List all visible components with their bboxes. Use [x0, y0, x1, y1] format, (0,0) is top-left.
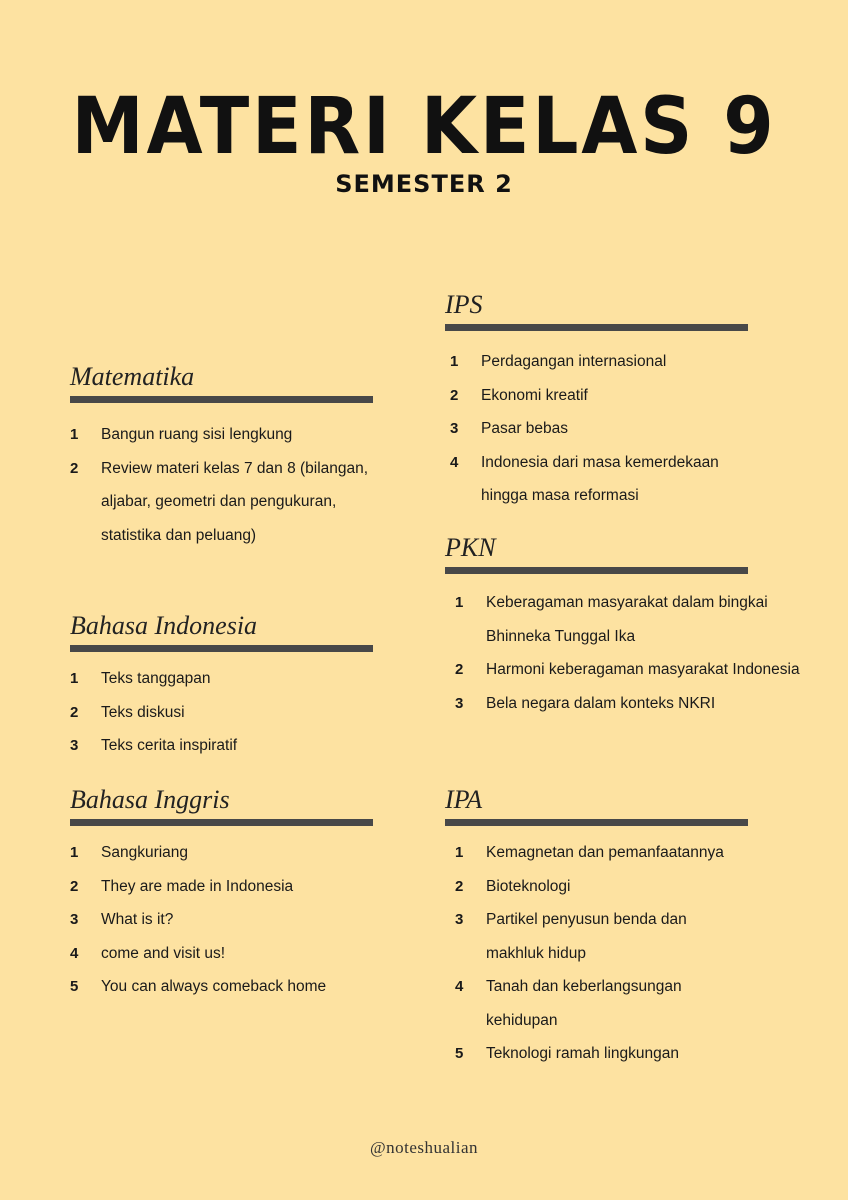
section-title-pkn: PKN: [445, 533, 496, 562]
item-text: Bela negara dalam konteks NKRI: [486, 694, 716, 712]
list-item: [70, 729, 373, 763]
section-divider: [445, 324, 748, 331]
page-title: MATERI KELAS 9: [71, 82, 777, 172]
item-text: Bioteknologi: [486, 877, 571, 895]
item-number: 3: [70, 737, 79, 754]
item-number: 1: [70, 670, 79, 687]
section-bahasa-inggris: [70, 785, 373, 1004]
section-title-bahasa-inggris: Bahasa Inggris: [70, 785, 230, 814]
list-item: [455, 1037, 746, 1071]
item-number: 3: [450, 420, 459, 437]
list-item: [70, 937, 373, 971]
item-number: 4: [450, 453, 459, 471]
section-ips: [445, 290, 748, 513]
list-ipa: [445, 836, 746, 1071]
item-text: Harmoni keberagaman masyarakat Indonesia: [486, 661, 800, 678]
item-number: 2: [70, 459, 79, 477]
section-divider: [70, 396, 373, 403]
item-number: 1: [70, 426, 79, 443]
item-number: 1: [450, 353, 459, 370]
list-item: [70, 662, 373, 696]
item-text: Teks tanggapan: [101, 670, 211, 687]
item-text: They are made in Indonesia: [101, 877, 294, 895]
section-matematika: [70, 362, 373, 552]
list-item: [70, 903, 373, 937]
list-item: [450, 446, 761, 513]
list-item: [455, 586, 816, 653]
footer-handle: @noteshualian: [369, 1138, 479, 1157]
item-text: Teks diskusi: [101, 703, 185, 721]
list-item: [455, 687, 816, 721]
item-text: Teks cerita inspiratif: [101, 737, 238, 754]
item-text: Indonesia dari masa kemerdekaan hingga masa reformasi: [481, 453, 719, 504]
item-number: 3: [455, 911, 464, 928]
item-number: 2: [450, 386, 459, 404]
item-number: 1: [70, 844, 79, 861]
list-item: [450, 379, 761, 413]
item-number: 2: [70, 877, 79, 895]
item-number: 1: [455, 844, 464, 861]
item-number: 3: [70, 911, 79, 928]
list-item: [70, 870, 373, 904]
item-number: 2: [455, 877, 464, 895]
list-item: [70, 418, 373, 452]
list-item: [450, 345, 761, 379]
item-number: 2: [455, 661, 464, 678]
item-number: 1: [455, 594, 464, 611]
section-divider: [445, 567, 748, 574]
item-text: Ekonomi kreatif: [481, 386, 588, 404]
list-ips: [445, 345, 761, 513]
section-title-ips: IPS: [445, 290, 483, 319]
item-text: You can always comeback home: [101, 978, 327, 995]
list-item: [455, 653, 816, 687]
list-bahasa-inggris: [70, 836, 373, 1004]
list-matematika: [70, 418, 373, 552]
item-text: Kemagnetan dan pemanfaatannya: [486, 844, 724, 861]
list-pkn: [445, 586, 816, 720]
item-text: Teknologi ramah lingkungan: [486, 1045, 680, 1062]
list-item: [70, 970, 373, 1004]
list-item: [70, 452, 373, 553]
list-bahasa-indonesia: [70, 662, 373, 763]
item-text: Review materi kelas 7 dan 8 (bilangan, aljabar, geometri dan pengukuran, statistika dan peluang): [101, 459, 369, 544]
section-divider: [445, 819, 748, 826]
list-item: [455, 970, 746, 1037]
item-text: Keberagaman masyarakat dalam bingkai Bhinneka Tunggal Ika: [486, 594, 768, 645]
item-text: Perdagangan internasional: [481, 353, 667, 370]
item-number: 5: [70, 978, 79, 995]
section-ipa: [445, 785, 748, 1071]
item-text: What is it?: [101, 911, 174, 928]
item-text: Tanah dan keberlangsungan kehidupan: [486, 978, 682, 1029]
item-text: Partikel penyusun benda dan makhluk hidup: [486, 911, 687, 962]
item-number: 4: [70, 944, 79, 962]
list-item: [70, 836, 373, 870]
section-title-ipa: IPA: [445, 785, 483, 814]
section-divider: [70, 819, 373, 826]
list-item: [450, 412, 761, 446]
section-pkn: [445, 533, 800, 720]
item-number: 5: [455, 1045, 464, 1062]
item-text: come and visit us!: [101, 944, 226, 962]
item-text: Sangkuriang: [101, 844, 189, 861]
section-divider: [70, 645, 373, 652]
item-text: Pasar bebas: [481, 420, 569, 437]
section-title-bahasa-indonesia: Bahasa Indonesia: [70, 611, 258, 640]
list-item: [70, 696, 373, 730]
item-number: 2: [70, 703, 79, 721]
item-text: Bangun ruang sisi lengkung: [101, 426, 293, 443]
section-bahasa-indonesia: [70, 611, 373, 763]
list-item: [455, 836, 746, 870]
list-item: [455, 870, 746, 904]
item-number: 4: [455, 978, 464, 995]
list-item: [455, 903, 746, 970]
item-number: 3: [455, 694, 464, 712]
page-subtitle: SEMESTER 2: [335, 170, 513, 198]
section-title-matematika: Matematika: [70, 362, 195, 391]
